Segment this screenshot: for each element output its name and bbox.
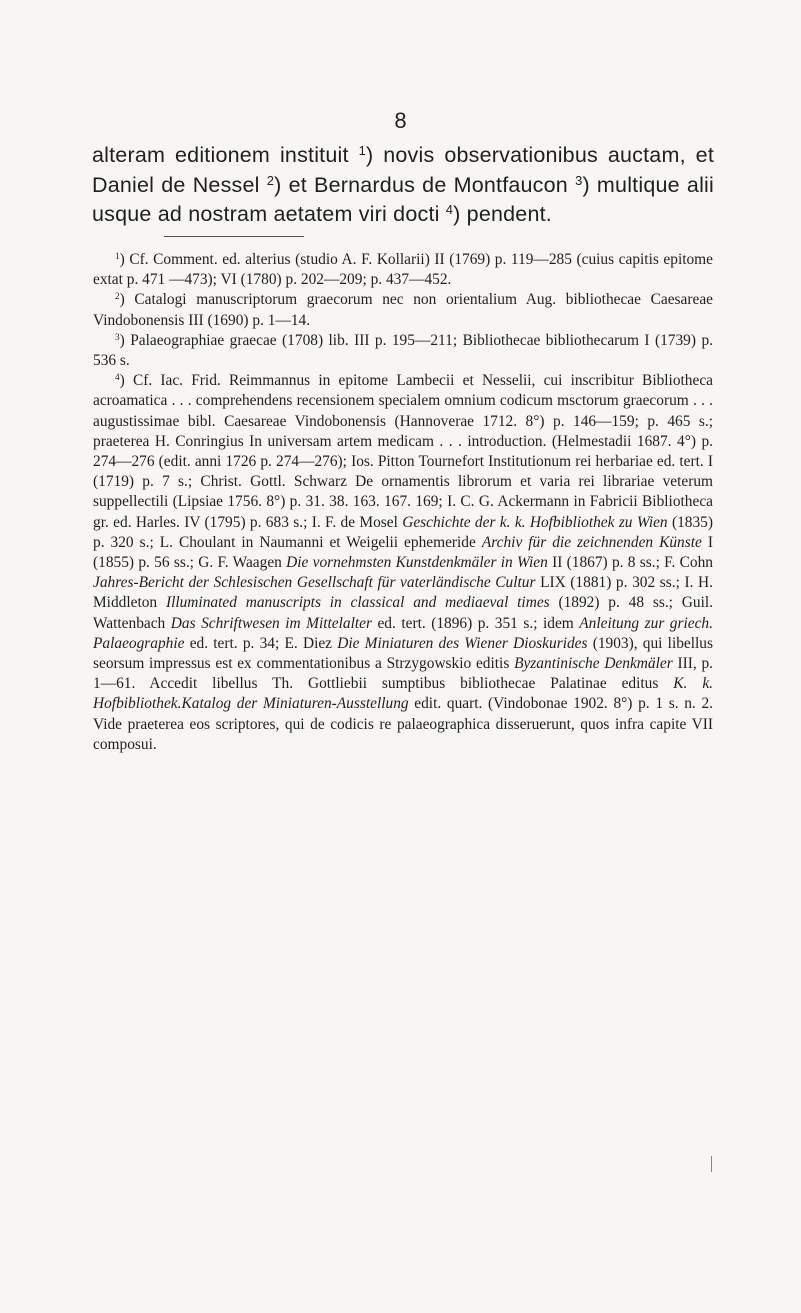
main-text-segment: ) multique alii usque ad nostram aetatem viri docti bbox=[92, 172, 715, 226]
book-title: Archiv für die zeichnenden Künste bbox=[481, 533, 702, 551]
footnote-mark: 2 bbox=[115, 291, 120, 302]
footnote-text: (1892) p. 48 ss.; Guil. Wattenbach bbox=[93, 594, 713, 632]
book-title: Das Schriftwesen im Mittelalter bbox=[170, 614, 372, 632]
footnote-mark: 4 bbox=[115, 372, 120, 383]
book-title: Anleitung zur griech. Palaeographie bbox=[93, 614, 713, 652]
footnote-divider bbox=[164, 236, 304, 237]
footnote-text: I (1855) p. 56 ss.; G. F. Waagen bbox=[93, 533, 713, 572]
main-text-segment: ) et Bernardus de Montfaucon bbox=[274, 172, 576, 197]
footnote-text: III, p. 1—61. Accedit libellus Th. Gottliebii sumptibus bibliothecae Palatinae editus bbox=[93, 655, 713, 693]
footnote-text: ) Cf. Iac. Frid. Reimmannus in epitome Lambecii et Nesselii, cui inscribitur Bibliotheca acroamatica . . . comprehendens recensionem specialem omnium codicum msctorum graecorum . . . augustissimae bibl. Caesareae Vindobonensis (Hannoverae 1712. 8°) p. 146—159; p. 465 s.; praeterea H. Conringius In universam artem medicam . . . introduction. (Helmestadii 1687. 4°) p. 274—276 (edit. anni 1726 p. 274—276); Ios. Pitton Tournefort Institutionum rei herbariae ed. tert. I (1719) p. 7 s.; Christ. Gottl. Schwarz De ornamentis librorum et varia rei librariae veterum suppellectili (Lipsiae 1756. 8°) p. 31. 38. 163. 167. 169; I. C. G. Ackermann in Fabricii Bibliotheca gr. ed. Harles. IV (1795) p. 683 s.; I. F. de Mosel bbox=[93, 372, 713, 531]
book-title: Geschichte der k. k. Hofbibliothek zu Wien bbox=[402, 513, 668, 531]
book-title: Die vornehmsten Kunstdenkmäler in Wien bbox=[286, 554, 548, 572]
main-text-segment: ) novis observationibus auctam, et Daniel de Nessel bbox=[92, 143, 714, 197]
footnote-2 bbox=[93, 290, 713, 330]
main-text bbox=[92, 141, 714, 230]
footnote-ref-4: 4 bbox=[445, 201, 454, 217]
footnote-text: edit. quart. (Vindobonae 1902. 8°) p. 1 s. n. 2. Vide praeterea eos scriptores, qui de codicis re palaeographica disseruerunt, quos infra capite VII composui. bbox=[93, 695, 713, 753]
main-text-segment: ) pendent. bbox=[453, 202, 552, 226]
page-number: 8 bbox=[394, 108, 407, 133]
footnote-1 bbox=[93, 250, 713, 290]
footnote-mark: 3 bbox=[115, 331, 120, 342]
footnote-text: LIX (1881) p. 302 ss.; I. H. Middleton bbox=[93, 574, 713, 612]
footnote-4 bbox=[93, 371, 713, 755]
footnote-text: (1835) p. 320 s.; L. Choulant in Naumanni et Weigelii ephemeride bbox=[93, 513, 714, 551]
book-title: Die Miniaturen des Wiener Dioskurides bbox=[337, 634, 588, 652]
print-mark bbox=[711, 1156, 712, 1172]
footnote-text: II (1867) p. 8 ss.; F. Cohn bbox=[547, 554, 713, 572]
footnote-ref-2: 2 bbox=[266, 172, 275, 188]
footnote-mark: 1 bbox=[115, 250, 120, 261]
footnote-text: ) Palaeographiae graecae (1708) lib. III p. 195—211; Bibliothecae bibliothecarum I (1739) p. 536 s. bbox=[93, 331, 713, 370]
book-title: Illuminated manuscripts in classical and mediaeval times bbox=[165, 594, 550, 612]
main-text-segment: alteram editionem instituit bbox=[92, 143, 359, 167]
footnote-text: ) Cf. Comment. ed. alterius (studio A. F. Kollarii) II (1769) p. 119—285 (cuius capitis epitome extat p. 471 —473); VI (1780) p. 202—209; p. 437—452. bbox=[93, 251, 713, 289]
book-title: Byzantinische Denkmäler bbox=[514, 655, 673, 673]
book-title: K. k. Hofbibliothek.Katalog der Miniaturen-Ausstellung bbox=[93, 675, 713, 713]
footnote-text: ed. tert. p. 34; E. Diez bbox=[184, 634, 338, 652]
book-title: Jahres-Bericht der Schlesischen Gesellschaft für vaterländische Cultur bbox=[93, 574, 536, 592]
footnote-text: ed. tert. (1896) p. 351 s.; idem bbox=[371, 614, 580, 632]
footnotes bbox=[93, 250, 713, 755]
footnote-text: ) Catalogi manuscriptorum graecorum nec non orientalium Aug. bibliothecae Caesareae Vindobonensis III (1690) p. 1—14. bbox=[93, 291, 713, 329]
footnote-ref-3: 3 bbox=[575, 172, 583, 188]
footnote-text: (1903), qui libellus seorsum impressus est ex commentationibus a Strzygowskio editis bbox=[93, 634, 713, 673]
footnote-ref-1: 1 bbox=[358, 142, 366, 158]
footnote-3 bbox=[93, 331, 713, 371]
